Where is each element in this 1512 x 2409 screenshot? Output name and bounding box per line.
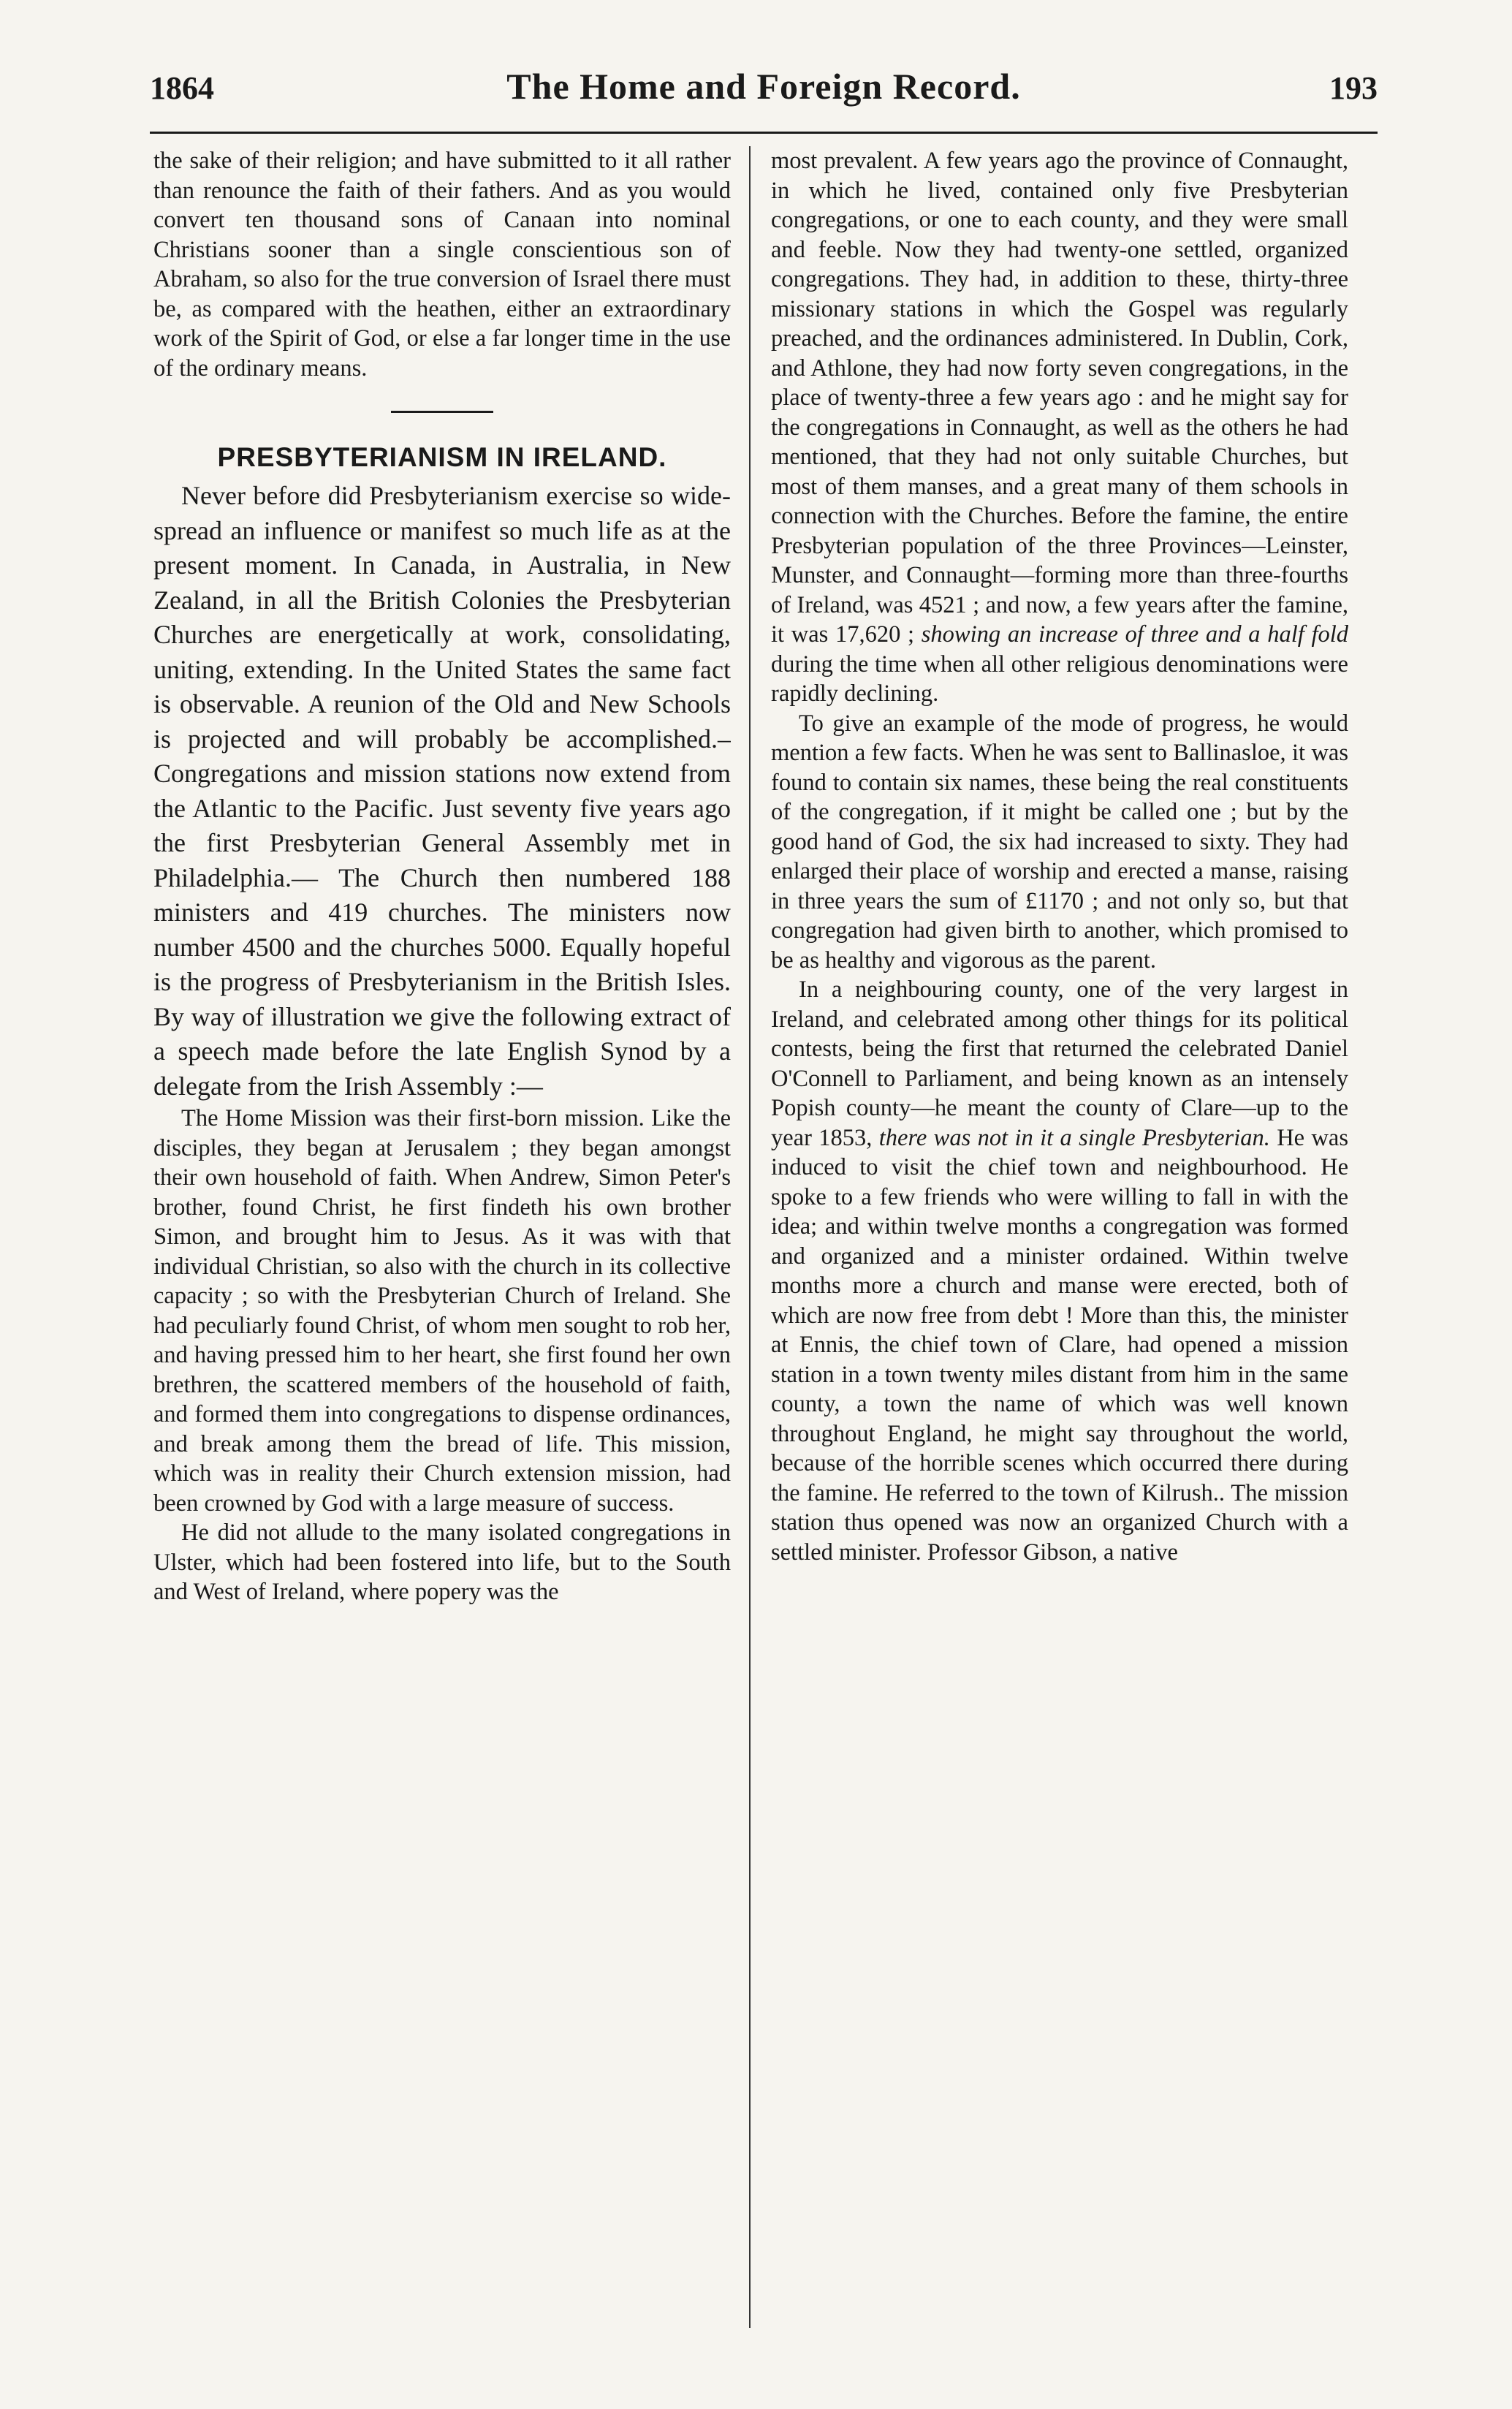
clare-end: He was induced to visit the chief town and neighbourhood. He spoke to a few friends who were willing to fall in with the idea; and within twelve months a congregation was formed and organized and a minister ordained. Within twelve months more a church and manse were erected, both of which are now free from debt ! More than this, the minister at Ennis, the chief town of Clare, had opened a mission station in a town twenty miles distant from him in the same county, a town the name of which was well known throughout England, he might say throughout the world, because of the horrible scenes which occurred there during the famine. He referred to the town of Kilrush.. The mission station thus opened was now an organized Church with a settled minister. Professor Gibson, a native: [771, 1124, 1348, 1566]
intro-paragraph: Never before did Presbyterianism exercise so wide-spread an influence or manifest so much life as at the present moment. In Canada, in Australia, in New Zealand, in all the British Colonies the Presbyterian Churches are energetically at work, consolidating, uniting, extending. In the United States the same fact is observable. A reunion of the Old and New Schools is projected and will probably be accomplished.– Congregations and mission stations now extend from the Atlantic to the Pacific. Just seventy five years ago the first Presbyterian General Assembly met in Philadelphia.— The Church then numbered 188 ministers and 419 churches. The ministers now number 4500 and the churches 5000. Equally hopeful is the progress of Presbyterianism in the British Isles. By way of illustration we give the following extract of a speech made before the late English Synod by a delegate from the Irish Assembly :—: [153, 481, 731, 1101]
right-column: [771, 146, 1348, 2332]
section-separator: [391, 411, 493, 413]
header-year: 1864: [150, 70, 214, 106]
continuation-text: most prevalent. A few years ago the province of Connaught, in which he lived, contained only five Presbyterian congregations, or one to each county, and they were small and feeble. Now they had twenty-one settled, organized congregations. They had, in addition to these, thirty-three missionary stations in which the Gospel was regularly preached, and the ordinances administered. In Dublin, Cork, and Athlone, they had now forty seven congregations, in the place of twenty-three a few years ago : and he might say for the congregations in Connaught, as well as the others he had mentioned, that they had not only suitable Churches, but most of them manses, and a great many of them schools in connection with the Churches. Before the famine, the entire Presbyterian population of the three Provinces—Leinster, Munster, and Connaught—forming more than three-fourths of Ireland, was 4521 ; and now, a few years after the famine, it was 17,620 ;: [771, 148, 1348, 648]
clare-paragraph: [771, 975, 1348, 1567]
column-divider: [749, 146, 751, 2328]
header-rule: [150, 132, 1378, 134]
running-head: [150, 66, 1378, 121]
journal-title: The Home and Foreign Record.: [506, 66, 1021, 107]
clare-text: In a neighbouring county, one of the very largest in Ireland, and celebrated among other things for its political contests, being the first that returned the celebrated Daniel O'Connell to Parliament, and being known as an intensely Popish county—he meant the county of Clare—up to the year 1853,: [771, 976, 1348, 1151]
section-heading: PRESBYTERIANISM IN IRELAND.: [217, 442, 667, 472]
speech-paragraph-2: He did not allude to the many isolated congregations in Ulster, which had been fostered into life, but to the South and West of Ireland, where popery was the: [153, 1520, 731, 1605]
continuation-italic: showing an increase of three and a half fold: [921, 621, 1348, 648]
left-column: [153, 146, 731, 2332]
continuation-paragraph: [771, 146, 1348, 709]
clare-italic: there was not in it a single Presbyterian.: [878, 1124, 1270, 1151]
ballinasloe-paragraph: To give an example of the mode of progress, he would mention a few facts. When he was sent to Ballinasloe, it was found to contain six names, these being the real constituents of the congregation, if it might be called one ; but by the good hand of God, the six had increased to sixty. They had enlarged their place of worship and erected a manse, raising in three years the sum of £1170 ; and not only so, but that congregation had given birth to another, which promised to be as healthy and vigorous as the parent.: [771, 710, 1348, 974]
page-number: 193: [1329, 70, 1378, 106]
opening-paragraph: the sake of their religion; and have submitted to it all rather than renounce the faith of their fathers. And as you would convert ten thousand sons of Canaan into nominal Christians sooner than a single conscientious son of Abraham, so also for the true conversion of Israel there must be, as compared with the heathen, either an extraordinary work of the Spirit of God, or else a far longer time in the use of the ordinary means.: [153, 148, 731, 382]
speech-paragraph-1: The Home Mission was their first-born mission. Like the disciples, they began at Jerusalem ; they began amongst their own household of faith. When Andrew, Simon Peter's brother, found Christ, he first findeth his own brother Simon, and brought him to Jesus. As it was with that individual Christian, so also with the church in its collective capacity ; so with the Presbyterian Church of Ireland. She had peculiarly found Christ, of whom men sought to rob her, and having pressed him to her heart, she first found her own brethren, the scattered members of the household of faith, and formed them into congregations to dispense ordinances, and break among them the bread of life. This mission, which was in reality their Church extension mission, had been crowned by God with a large measure of success.: [153, 1105, 731, 1517]
continuation-end: during the time when all other religious denominations were rapidly declining.: [771, 650, 1348, 707]
